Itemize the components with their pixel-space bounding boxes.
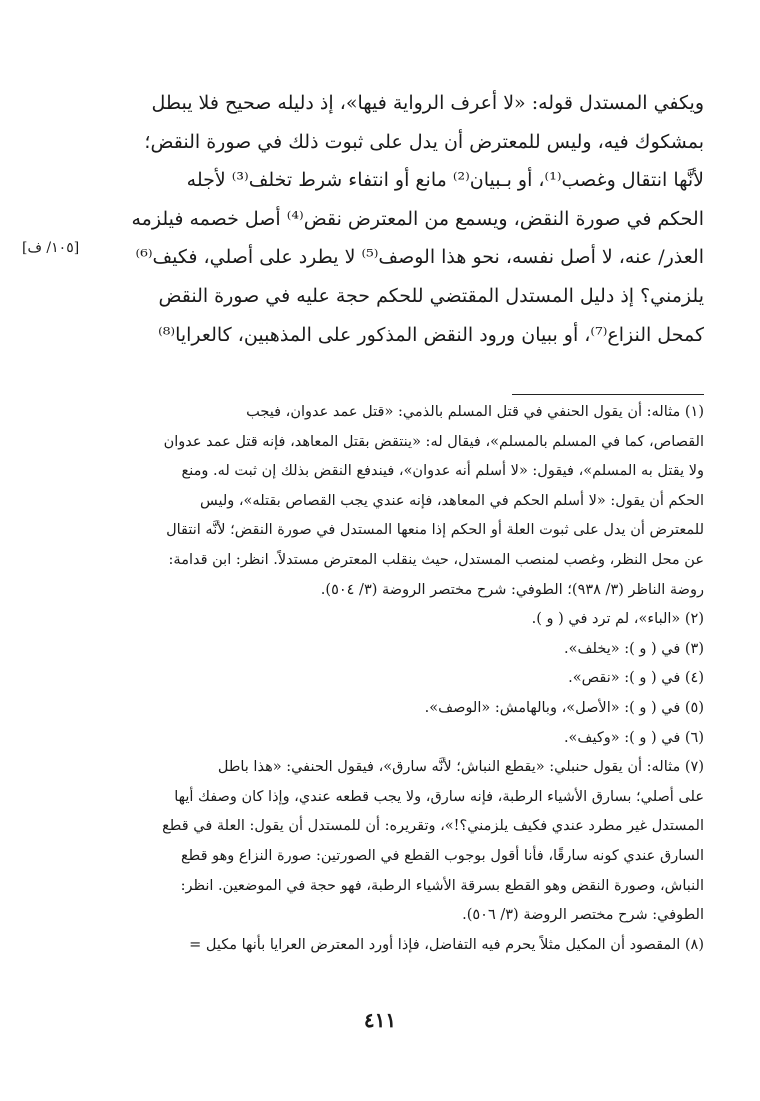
footnote-line: عن محل النظر، وغصب لمنصب المستدل، حيث ينقلب المعترض مستدلاً. انظر: ابن قدامة: [168,551,704,568]
footnote-line: القصاص، كما في المسلم بالمسلم»، فيقال له: «ينتقض بقتل المعاهد، فإنه قتل عمد عدوان [163,433,704,450]
footnotes [96,398,704,960]
page-number: ٤١١ [363,1008,397,1032]
footnote-line: السارق عندي كونه سارقًا، فأنا أقول بوجوب القطع في الصورتين: صورة النزاع وهو قطع [180,847,704,864]
footnote-line: روضة الناظر (٣/ ٩٣٨)؛ الطوفي: شرح مختصر الروضة (٣/ ٥٠٤). [320,581,704,598]
footnote-divider [512,394,704,395]
main-text-line: ويكفي المستدل قوله: «لا أعرف الرواية فيها»، إذ دليله صحيح فلا يبطل [151,92,704,114]
main-text-line: كمحل النزاع⁽⁷⁾، أو ببيان ورود النقض المذكور على المذهبين، كالعرايا⁽⁸⁾ [158,323,704,346]
footnote-line: للمعترض أن يدل على ثبوت العلة أو الحكم إذا منعها المستدل في صورة النقض؛ لأنَّه انتقال [166,522,704,539]
footnote-line: (٣) في ( و ): «يخلف». [564,640,704,657]
main-text-line: يلزمني؟ إذ دليل المستدل المقتضي للحكم حجة عليه في صورة النقض [158,284,704,307]
footnote-line: (٤) في ( و ): «نقص». [568,670,704,687]
footnote-line: النباش، وصورة النقض وهو القطع بسرقة الأشياء الرطبة، فهو حجة في الموضعين. انظر: [180,877,704,894]
footnote-line: ولا يقتل به المسلم»، فيقول: «لا أسلم أنه عدوان»، فيندفع النقض بذلك إن ثبت له. ومنع [181,463,704,480]
main-text-line: لأنَّها انتقال وغصب⁽¹⁾، أو بـبيان⁽²⁾ مانع أو انتفاء شرط تخلف⁽³⁾ لأجله [186,169,704,192]
footnote-line: (٨) المقصود أن المكيل مثلاً يحرم فيه التفاضل، فإذا أورد المعترض العرايا بأنها مكيل = [189,936,704,953]
main-text-line: الحكم في صورة النقض، ويسمع من المعترض نقض⁽⁴⁾ أصل خصمه فيلزمه [131,207,704,230]
footnote-line: (٢) «الباء»، لم ترد في ( و ). [531,611,704,628]
main-text-line: العذر/ عنه، لا أصل نفسه، نحو هذا الوصف⁽⁵⁾ لا يطرد على أصلي، فكيف⁽⁶⁾ [135,246,704,269]
main-text [96,84,704,354]
manuscript-margin-reference: [١٠٥/ ف] [22,240,80,256]
footnote-line: (٦) في ( و ): «وكيف». [563,729,704,746]
footnote-line: الحكم أن يقول: «لا أسلم الحكم في المعاهد، فإنه عندي يجب القصاص بقتله»، وليس [199,492,704,509]
footnote-line: الطوفي: شرح مختصر الروضة (٣/ ٥٠٦). [462,907,704,924]
footnote-line: المستدل غير مطرد عندي فكيف يلزمني؟!»، وتقريره: أن للمستدل أن يقول: العلة في قطع [162,818,704,835]
footnote-line: (٥) في ( و ): «الأصل»، وبالهامش: «الوصف». [424,699,704,716]
footnote-line: (١) مثاله: أن يقول الحنفي في قتل المسلم بالذمي: «قتل عمد عدوان، فيجب [246,404,704,420]
footnote-line: على أصلي؛ بسارق الأشياء الرطبة، فإنه سارق، ولا يجب قطعه عندي، وإذا كان وصفك أيها [174,788,704,805]
main-text-line: بمشكوك فيه، وليس للمعترض أن يدل على ثبوت ذلك في صورة النقض؛ [144,130,704,153]
footnote-line: (٧) مثاله: أن يقول حنبلي: «يقطع النباش؛ لأنَّه سارق»، فيقول الحنفي: «هذا باطل [217,759,704,776]
